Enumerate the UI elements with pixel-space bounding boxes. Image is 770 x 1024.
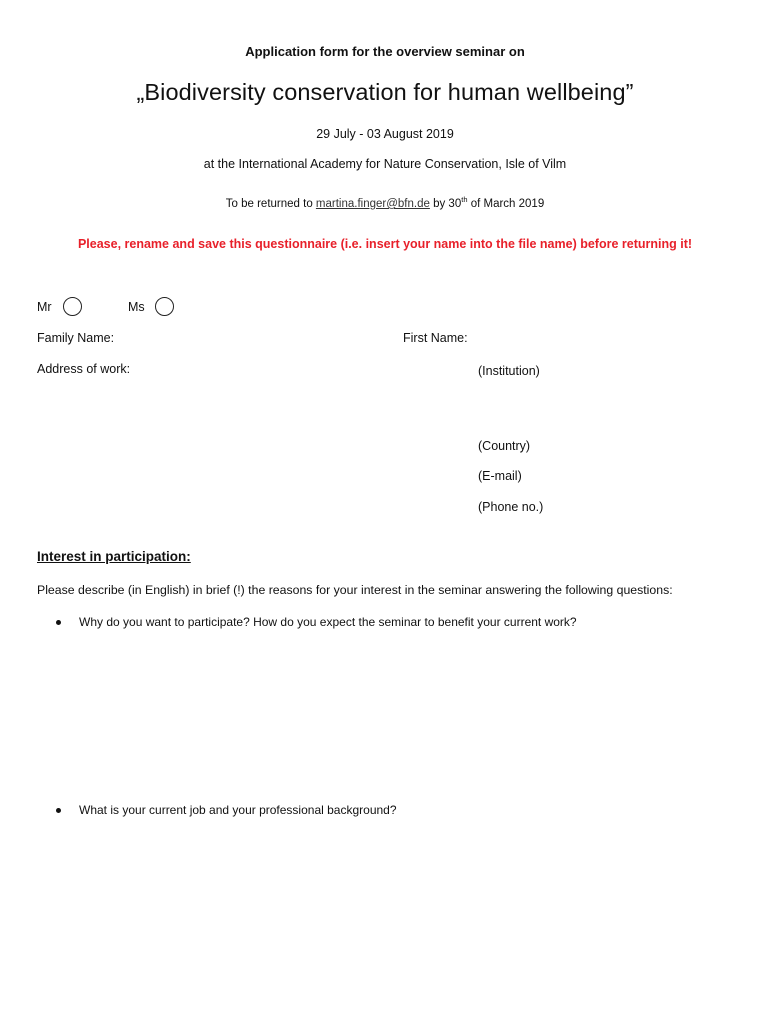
family-name-label: Family Name: — [37, 331, 115, 345]
bullet-icon — [56, 620, 61, 625]
interest-heading: Interest in participation: — [37, 549, 191, 564]
return-email-link[interactable]: martina.finger@bfn.de — [315, 198, 430, 210]
seminar-dates: 29 July - 03 August 2019 — [316, 127, 454, 141]
address-of-work-label: Address of work: — [37, 362, 131, 376]
return-ordinal-suffix: th — [461, 195, 468, 205]
ms-label: Ms — [128, 300, 145, 314]
return-prefix: To be returned to — [225, 198, 313, 210]
mr-label: Mr — [37, 300, 52, 314]
seminar-title: „Biodiversity conservation for human wellbeing” — [136, 79, 634, 105]
rename-warning: Please, rename and save this questionnaire (i.e. insert your name into the file name) before returning it! — [77, 237, 693, 251]
ms-radio-button[interactable] — [155, 297, 174, 316]
question-motivation: Why do you want to participate? How do you expect the seminar to benefit your current work? — [79, 615, 577, 629]
seminar-venue: at the International Academy for Nature Conservation, Isle of Vilm — [203, 157, 567, 171]
first-name-label: First Name: — [403, 331, 468, 345]
question-background: What is your current job and your professional background? — [79, 803, 397, 817]
interest-description: Please describe (in English) in brief (!) the reasons for your interest in the seminar answering the following questions: — [37, 583, 673, 597]
phone-label: (Phone no.) — [478, 500, 544, 514]
institution-label: (Institution) — [478, 364, 540, 378]
return-by: by 30 — [433, 198, 462, 210]
return-instructions — [0, 195, 770, 210]
form-intro-heading: Application form for the overview seminar on — [245, 44, 525, 59]
email-label: (E-mail) — [478, 469, 522, 483]
mr-radio-button[interactable] — [63, 297, 82, 316]
country-label: (Country) — [478, 439, 531, 453]
return-suffix: of March 2019 — [470, 198, 545, 210]
bullet-icon — [56, 808, 61, 813]
